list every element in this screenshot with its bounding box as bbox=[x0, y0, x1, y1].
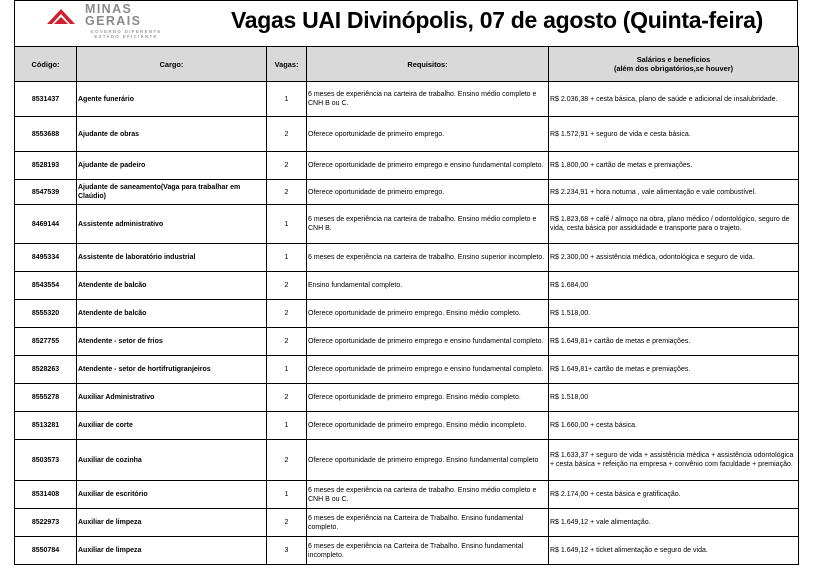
job-salary-benefits: R$ 1.572,91 + seguro de vida e cesta básica. bbox=[549, 117, 799, 152]
job-salary-benefits: R$ 2.234,91 + hora noturna , vale alimentação e vale combustível. bbox=[549, 180, 799, 205]
job-title: Auxiliar Administrativo bbox=[77, 384, 267, 412]
job-salary-benefits: R$ 1.633,37 + seguro de vida + assistência médica + assistência odontológica + cesta básica + refeição na empresa + convênio com faculdade + premiação. bbox=[549, 440, 799, 481]
table-row bbox=[15, 384, 799, 412]
job-salary-benefits: R$ 1.823,68 + café / almoço na obra, plano médico / odontológico, seguro de vida, cesta básica por assiduidade e transporte para o trajeto. bbox=[549, 205, 799, 244]
job-code: 8555278 bbox=[15, 384, 77, 412]
table-row bbox=[15, 300, 799, 328]
logo-tagline2: ESTADO EFICIENTE bbox=[94, 33, 158, 39]
job-requirements: 6 meses de experiência na carteira de trabalho. Ensino médio completo e CNH B. bbox=[307, 205, 549, 244]
job-openings: 2 bbox=[267, 384, 307, 412]
job-code: 8469144 bbox=[15, 205, 77, 244]
job-salary-benefits: R$ 1.649,12 + ticket alimentação e seguro de vida. bbox=[549, 537, 799, 565]
job-title: Assistente administrativo bbox=[77, 205, 267, 244]
job-title: Atendente - setor de hortifrutigranjeiros bbox=[77, 356, 267, 384]
logo-tagline1: GOVERNO DIFERENTE bbox=[90, 29, 162, 34]
job-title: Auxiliar de corte bbox=[77, 412, 267, 440]
job-code: 8547539 bbox=[15, 180, 77, 205]
job-code: 8495334 bbox=[15, 244, 77, 272]
job-openings: 2 bbox=[267, 440, 307, 481]
page-title: Vagas UAI Divinópolis, 07 de agosto (Quinta-feira) bbox=[231, 7, 763, 33]
table-row bbox=[15, 412, 799, 440]
table-row bbox=[15, 117, 799, 152]
logo-wordmark bbox=[85, 4, 141, 27]
job-title: Atendente de balcão bbox=[77, 272, 267, 300]
job-requirements: Oferece oportunidade de primeiro emprego. Ensino fundamental completo bbox=[307, 440, 549, 481]
col-header-cargo: Cargo: bbox=[77, 47, 267, 82]
job-salary-benefits: R$ 1.800,00 + cartão de metas e premiações. bbox=[549, 152, 799, 180]
job-title: Auxiliar de limpeza bbox=[77, 509, 267, 537]
job-code: 8543554 bbox=[15, 272, 77, 300]
table-row bbox=[15, 272, 799, 300]
job-salary-benefits: R$ 1.649,12 + vale alimentação. bbox=[549, 509, 799, 537]
logo-line2: GERAIS bbox=[85, 13, 142, 28]
job-salary-benefits: R$ 1.660,00 + cesta básica. bbox=[549, 412, 799, 440]
job-code: 8550784 bbox=[15, 537, 77, 565]
col-header-salarios-line2: (além dos obrigatórios,se houver) bbox=[613, 64, 734, 73]
job-requirements: Oferece oportunidade de primeiro emprego e ensino fundamental completo. bbox=[307, 152, 549, 180]
col-header-codigo: Código: bbox=[15, 47, 77, 82]
job-openings: 1 bbox=[267, 82, 307, 117]
job-requirements: Oferece oportunidade de primeiro emprego e ensino fundamental completo. bbox=[307, 328, 549, 356]
job-openings: 2 bbox=[267, 509, 307, 537]
job-code: 8531437 bbox=[15, 82, 77, 117]
job-title: Ajudante de saneamento(Vaga para trabalhar em Claúdio) bbox=[77, 180, 267, 205]
job-code: 8527755 bbox=[15, 328, 77, 356]
job-title: Auxiliar de cozinha bbox=[77, 440, 267, 481]
table-row bbox=[15, 537, 799, 565]
job-title: Atendente de balcão bbox=[77, 300, 267, 328]
job-salary-benefits: R$ 2.174,00 + cesta básica e gratificação. bbox=[549, 481, 799, 509]
job-salary-benefits: R$ 1.649,81+ cartão de metas e premiações. bbox=[549, 356, 799, 384]
job-openings: 2 bbox=[267, 328, 307, 356]
table-row bbox=[15, 328, 799, 356]
job-requirements: 6 meses de experiência na Carteira de Trabalho. Ensino fundamental completo. bbox=[307, 509, 549, 537]
job-salary-benefits: R$ 1.518,00. bbox=[549, 300, 799, 328]
job-openings: 2 bbox=[267, 180, 307, 205]
job-openings: 2 bbox=[267, 272, 307, 300]
job-title: Auxiliar de escritório bbox=[77, 481, 267, 509]
table-row bbox=[15, 481, 799, 509]
job-title: Atendente - setor de frios bbox=[77, 328, 267, 356]
job-requirements: 6 meses de experiência na carteira de trabalho. Ensino superior incompleto. bbox=[307, 244, 549, 272]
job-openings: 1 bbox=[267, 356, 307, 384]
job-salary-benefits: R$ 2.036,38 + cesta básica, plano de saúde e adicional de insalubridade. bbox=[549, 82, 799, 117]
col-header-vagas: Vagas: bbox=[267, 47, 307, 82]
job-title: Auxiliar de limpeza bbox=[77, 537, 267, 565]
page-header bbox=[14, 0, 798, 46]
job-requirements: Oferece oportunidade de primeiro emprego. bbox=[307, 180, 549, 205]
job-requirements: Oferece oportunidade de primeiro emprego. Ensino médio completo. bbox=[307, 384, 549, 412]
job-salary-benefits: R$ 2.300,00 + assistência médica, odontológica e seguro de vida. bbox=[549, 244, 799, 272]
job-code: 8513281 bbox=[15, 412, 77, 440]
job-code: 8528193 bbox=[15, 152, 77, 180]
job-title: Agente funerário bbox=[77, 82, 267, 117]
job-openings: 1 bbox=[267, 481, 307, 509]
job-title: Ajudante de obras bbox=[77, 117, 267, 152]
job-requirements: Oferece oportunidade de primeiro emprego e ensino fundamental completo. bbox=[307, 356, 549, 384]
job-openings: 1 bbox=[267, 244, 307, 272]
job-code: 8553688 bbox=[15, 117, 77, 152]
job-code: 8555320 bbox=[15, 300, 77, 328]
table-row bbox=[15, 356, 799, 384]
job-openings: 2 bbox=[267, 300, 307, 328]
col-header-requisitos: Requisitos: bbox=[307, 47, 549, 82]
job-title: Assistente de laboratório industrial bbox=[77, 244, 267, 272]
job-openings: 3 bbox=[267, 537, 307, 565]
table-row bbox=[15, 205, 799, 244]
table-row bbox=[15, 244, 799, 272]
table-row bbox=[15, 440, 799, 481]
col-header-salarios-line1: Salários e benefícios bbox=[636, 55, 711, 64]
table-row bbox=[15, 509, 799, 537]
job-requirements: Ensino fundamental completo. bbox=[307, 272, 549, 300]
job-requirements: Oferece oportunidade de primeiro emprego. Ensino médio incompleto. bbox=[307, 412, 549, 440]
table-header-row bbox=[15, 47, 799, 82]
col-header-salarios bbox=[549, 47, 799, 82]
job-salary-benefits: R$ 1.649,81+ cartão de metas e premiações. bbox=[549, 328, 799, 356]
job-salary-benefits: R$ 1.518,00 bbox=[549, 384, 799, 412]
job-requirements: 6 meses de experiência na carteira de trabalho. Ensino médio completo e CNH B ou C. bbox=[307, 82, 549, 117]
logo-mark-icon bbox=[41, 4, 81, 28]
table-row bbox=[15, 152, 799, 180]
job-code: 8531408 bbox=[15, 481, 77, 509]
job-code: 8528263 bbox=[15, 356, 77, 384]
logo-tagline bbox=[81, 30, 171, 39]
job-requirements: Oferece oportunidade de primeiro emprego. bbox=[307, 117, 549, 152]
job-openings: 1 bbox=[267, 412, 307, 440]
table-row bbox=[15, 82, 799, 117]
job-requirements: 6 meses de experiência na carteira de trabalho. Ensino médio completo e CNH B ou C. bbox=[307, 481, 549, 509]
job-salary-benefits: R$ 1.684,00 bbox=[549, 272, 799, 300]
table-row bbox=[15, 180, 799, 205]
job-openings: 2 bbox=[267, 152, 307, 180]
job-openings: 2 bbox=[267, 117, 307, 152]
job-requirements: 6 meses de experiência na Carteira de Trabalho. Ensino fundamental incompleto. bbox=[307, 537, 549, 565]
job-requirements: Oferece oportunidade de primeiro emprego. Ensino médio completo. bbox=[307, 300, 549, 328]
job-openings: 1 bbox=[267, 205, 307, 244]
vagas-table bbox=[14, 46, 799, 565]
job-title: Ajudante de padeiro bbox=[77, 152, 267, 180]
logo-line1: MINAS bbox=[85, 2, 133, 16]
job-code: 8522973 bbox=[15, 509, 77, 537]
minas-gerais-logo bbox=[41, 4, 191, 44]
job-code: 8503573 bbox=[15, 440, 77, 481]
